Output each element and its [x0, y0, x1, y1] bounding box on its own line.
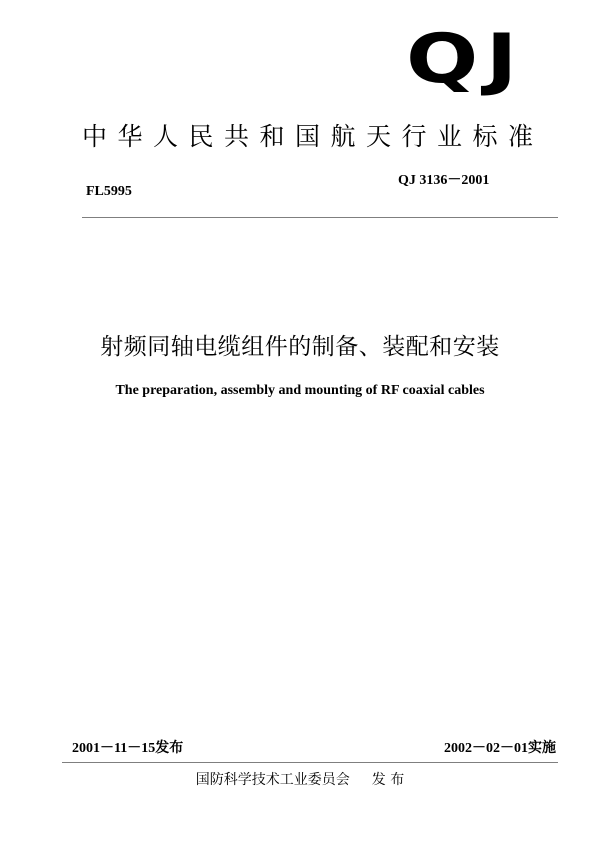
publisher-name: 国防科学技术工业委员会	[195, 772, 350, 788]
classification-code: FL5995	[86, 184, 132, 199]
document-title-chinese: 射频同轴电缆组件的制备、装配和安装	[100, 334, 500, 360]
standard-number: QJ 3136－2001	[398, 173, 490, 188]
standard-name: 中华人民共和国航天行业标准	[82, 122, 544, 151]
bottom-divider	[62, 762, 558, 763]
qj-logo: QJ	[406, 20, 525, 99]
publish-word: 发 布	[371, 772, 405, 788]
publisher-line	[0, 770, 600, 790]
top-divider	[82, 217, 558, 218]
issue-date: 2001－11－15发布	[72, 741, 184, 756]
document-title-english: The preparation, assembly and mounting of RF coaxial cables	[115, 383, 485, 398]
implementation-date: 2002－02－01实施	[444, 741, 556, 756]
